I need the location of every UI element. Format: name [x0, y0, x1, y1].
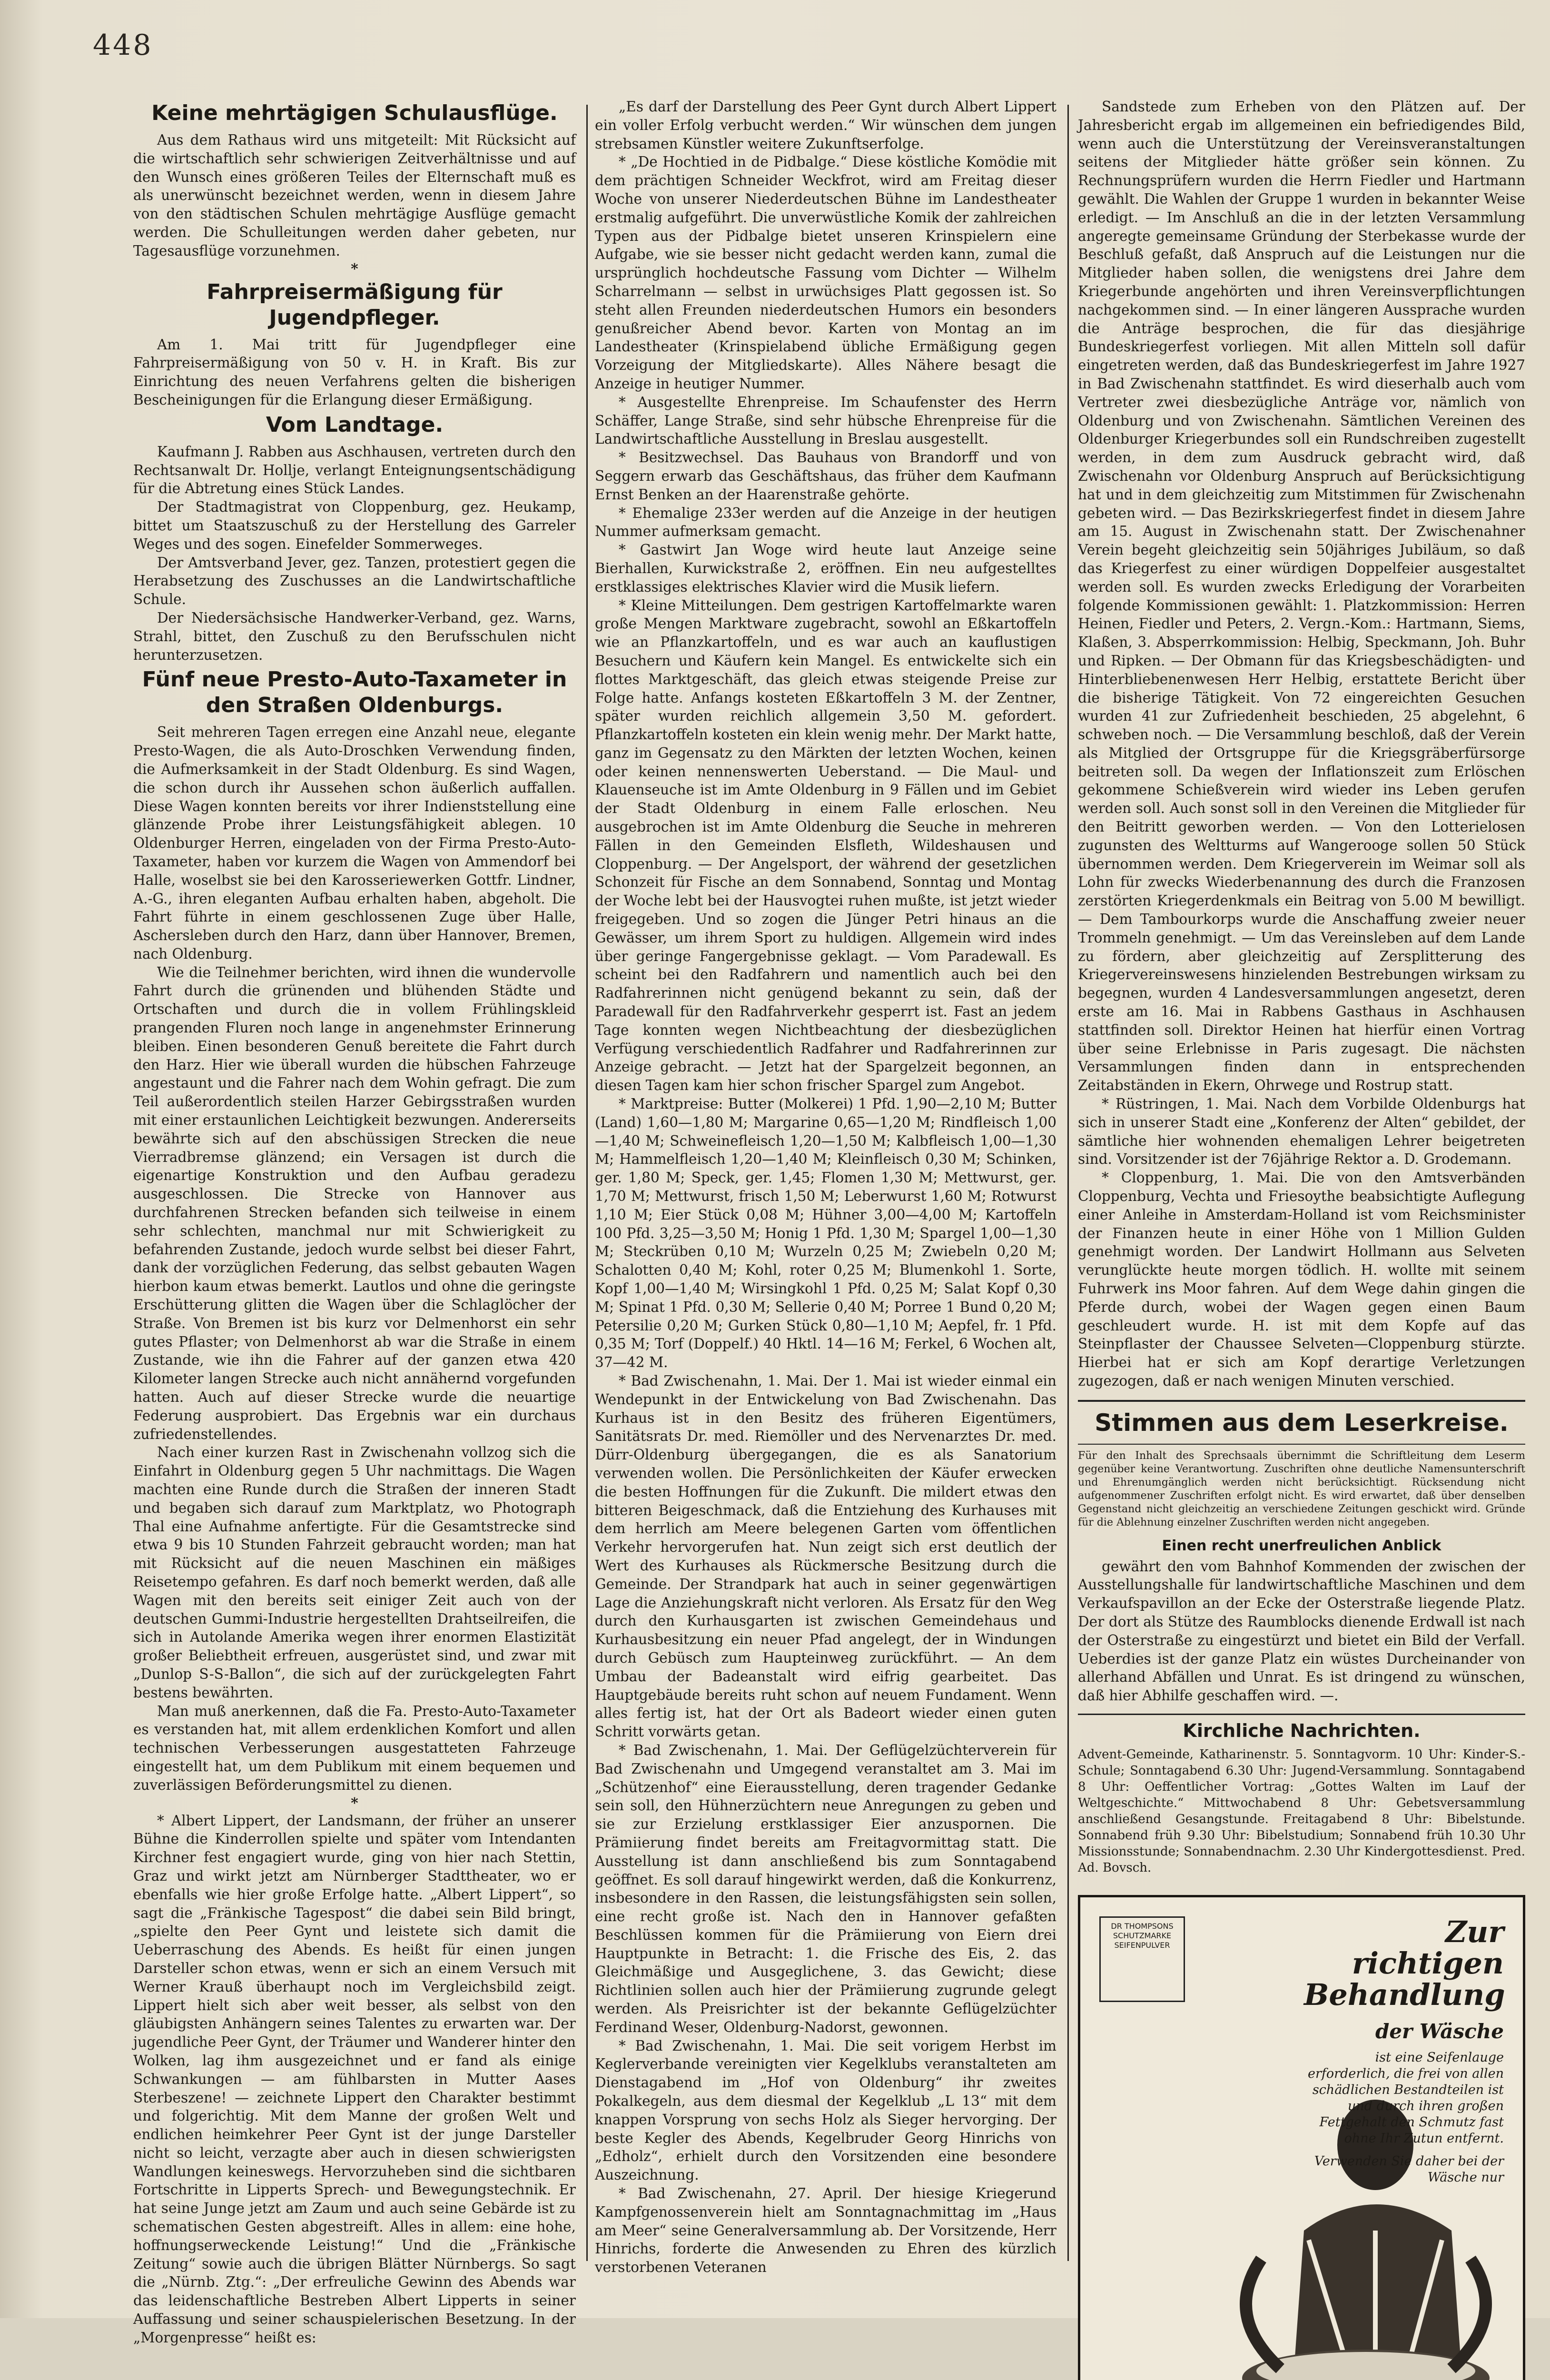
article-paragraph: Am 1. Mai tritt für Jugendpfleger eine Fahrpreisermäßigung von 50 v. H. in Kraft. Bis zur Einrichtung des neuen Verfahrens gelten die bisherigen Bescheinigungen für die Erlangung dieser Ermäßigung.: [133, 336, 576, 408]
article-paragraph: Seit mehreren Tagen erregen eine Anzahl neue, elegante Presto-Wagen, die als Auto-Droschken Verwendung finden, die Aufmerksamkeit in der Stadt Oldenburg. Es sind Wagen, die schon durch ihr Aussehen schon äußerlich auffallen. Diese Wagen konnten bereits vor ihrer Indienststellung eine glänzende Probe ihrer Leistungsfähigkeit ablegen. 10 Oldenburger Herren, eingeladen von der Firma Presto-Auto-Taxameter, haben vor kurzem die Wagen von Ammendorf bei Halle, woselbst sie bei den Karosseriewerken Gottfr. Lindner, A.-G., ihren eleganten Aufbau erhalten haben, abgeholt. Die Fahrt führte in einem geschlossenen Zuge über Halle, Aschersleben durch den Harz, dann über Hannover, Bremen, nach Oldenburg.: [133, 724, 576, 962]
article-paragraph: * Bad Zwischenahn, 1. Mai. Der 1. Mai ist wieder einmal ein Wendepunkt in der Entwickelung von Bad Zwischenahn. Das Kurhaus ist in den Besitz des früheren Eigentümers, Sanitätsrats Dr. med. Riemöller und des Nervenarztes Dr. med. Dürr-Oldenburg übergegangen, die es als Sanatorium verwenden wollen. Die Persönlichkeiten der Käufer erwecken die besten Hoffnungen für die Zukunft. Die mildert etwas den bitteren Beigeschmack, daß die Entziehung des Kurhauses mit dem herrlich am Meere belegenen Garten vom öffentlichen Verkehr hervorgerufen hat. Nun zeigt sich erst deutlich der Wert des Kurhauses als Rückmersche Besitzung durch die Gemeinde. Der Strandpark hat auch in seiner gegenwärtigen Lage die Anziehungskraft nicht verloren. Als Ersatz für den Weg durch den Kurhausgarten ist zwischen Gemeindehaus und Kurhausbesitzung ein neuer Pfad angelegt, der in Windungen durch Gebüsch zum Haupteinweg zurückführt. — An dem Umbau der Badeanstalt wird eifrig gearbeitet. Das Hauptgebäude bereits ruht schon auf neuem Fundament. Wenn alles fertig ist, hat der Ort als Badeort wieder einen guten Schritt vorwärts getan.: [595, 1372, 1056, 1740]
brand-seal-logo: DR THOMPSONS SCHUTZMARKE SEIFENPULVER: [1099, 1916, 1185, 2002]
article-paragraph: Man muß anerkennen, daß die Fa. Presto-Auto-Taxameter es verstanden hat, mit allem erdenklichen Komfort und allen technischen Verbesserungen ausgestatteten Fahrzeuge eingestellt hat, um dem Publikum mit einem bequemen und zuverlässigen Beförderungsmittel zu dienen.: [133, 1703, 576, 1793]
advertisement-seifenpulver: [1078, 1895, 1525, 2380]
column-middle: [595, 98, 1056, 2276]
article-paragraph: * Cloppenburg, 1. Mai. Die von den Amtsverbänden Cloppenburg, Vechta und Friesoythe beabsichtigte Auflegung einer Anleihe in Amsterdam-Holland ist vom Reichsminister der Finanzen heute in einer Höhe von 1 Million Gulden genehmigt worden. Der Landwirt Hollmann aus Selveten verunglückte heute morgen tödlich. H. wollte mit seinem Fuhrwerk ins Moor fahren. Auf dem Wege dahin gingen die Pferde durch, wobei der Wagen gegen einen Baum geschleudert wurde. H. ist mit dem Kopfe auf das Steinpflaster der Chaussee Selveten—Cloppenburg stürzte. Hierbei hat er sich am Kopf derartige Verletzungen zugezogen, daß er nach wenigen Minuten verschied.: [1078, 1170, 1525, 1389]
column-divider: [586, 105, 588, 2261]
letter-subheadline: Einen recht unerfreulichen Anblick: [1162, 1537, 1441, 1554]
article-paragraph: * Rüstringen, 1. Mai. Nach dem Vorbilde Oldenburgs hat sich in unserer Stadt eine „Konferenz der Alten“ gebildet, der sämtliche hier wohnenden ehemaligen Lehrer beigetreten sind. Vorsitzender ist der 76jährige Rektor a. D. Grodemann.: [1078, 1096, 1525, 1168]
column-right: [1078, 98, 1525, 2268]
ad-subheadline: der Wäsche: [1375, 2019, 1504, 2043]
article-paragraph: * „De Hochtied in de Pidbalge.“ Diese köstliche Komödie mit dem prächtigen Schneider Weckfrot, wird am Freitag dieser Woche von unserer Niederdeutschen Bühne im Landestheater erstmalig aufgeführt. Die unverwüstliche Komik der zahlreichen Typen aus der Pidbalge bietet unseren Krinspielern eine Aufgabe, wie sie besser nicht gedacht werden kann, zumal die ursprünglich hochdeutsche Fassung vom Dichter — Wilhelm Scharrelmann — selbst in urwüchsiges Platt gegossen ist. So steht allen Freunden niederdeutschen Humors ein besonders genußreicher Abend bevor. Karten von Montag an im Landestheater (Krinspielabend übliche Ermäßigung gegen Vorzeigung der Mitgliedskarte). Alles Nähere besagt die Anzeige in heutiger Nummer.: [595, 154, 1056, 392]
article-paragraph: „Es darf der Darstellung des Peer Gynt durch Albert Lippert ein voller Erfolg verbucht werden.“ Wir wünschen dem jungen strebsamen Künstler weitere Zukunftserfolge.: [595, 99, 1056, 152]
church-notice: Advent-Gemeinde, Katharinenstr. 5. Sonntagvorm. 10 Uhr: Kinder-S.-Schule; Sonntagabend 6.30 Uhr: Jugend-Versammlung. Sonntagabend 8 Uhr: Oeffentlicher Vortrag: „Gottes Walten im Lauf der Weltgeschichte.“ Mittwochabend 8 Uhr: Gebetsversammlung anschließend Gesangstunde. Freitagabend 8 Uhr: Bibelstunde. Sonnabend früh 9.30 Uhr: Bibelstudium; Sonnabend früh 10.30 Uhr Missionsstunde; Sonnabendnachm. 2.30 Uhr Kindergottesdienst. Pred. Ad. Bovsch.: [1078, 1747, 1525, 1875]
article-paragraph: * Kleine Mitteilungen. Dem gestrigen Kartoffelmarkte waren große Mengen Marktware zugebracht, sowohl an Eßkartoffeln wie an Pflanzkartoffeln, und es war auch an kauflustigen Besuchern und Käufern kein Mangel. Es entwickelte sich ein flottes Marktgeschäft, das gleich etwas steigende Preise zur Folge hatte. Anfangs kosteten Eßkartoffeln 3 M. der Zentner, später wurden reichlich allgemein 3,50 M. gefordert. Pflanzkartoffeln kosteten ein klein wenig mehr. Der Markt hatte, ganz im Gegensatz zu den Märkten der letzten Wochen, keinen oder keinen nennenswerten Ueberstand. — Die Maul- und Klauenseuche ist im Amte Oldenburg in 9 Fällen und im Gebiet der Stadt Oldenburg in einem Falle erloschen. Neu ausgebrochen ist im Amte Oldenburg die Seuche in mehreren Fällen in den Gemeinden Elsfleth, Wildeshausen und Cloppenburg. — Der Angelsport, der während der gesetzlichen Schonzeit für Fische an dem Sonnabend, Sonntag und Montag der Woche lebt bei der Hausvogtei ruhen mußte, ist jetzt wieder freigegeben. Und so zogen die Jünger Petri hinaus an die Gewässer, um ihrem Sport zu huldigen. Allgemein wird indes über geringe Fangergebnisse geklagt. — Vom Paradewall. Es scheint bei den Radfahrern und namentlich auch bei den Radfahrerinnen nicht genügend bekannt zu sein, daß der Paradewall für den Radfahrverkehr gesperrt ist. Fast an jedem Tage konnten wegen Nichtbeachtung der diesbezüglichen Verfügung verschiedentlich Radfahrer und Radfahrerinnen zur Anzeige gebracht. — Jetzt hat der Spargelzeit begonnen, an diesen Tagen kam hier schon frischer Spargel zum Angebot.: [595, 597, 1056, 1094]
article-paragraph: Aus dem Rathaus wird uns mitgeteilt: Mit Rücksicht auf die wirtschaftlich sehr schwierigen Zeitverhältnisse und auf den Wunsch eines größeren Teiles der Elternschaft muß es als unerwünscht bezeichnet werden, wenn in diesem Jahre von den städtischen Schulen mehrtägige Ausflüge gemacht werden. Die Schulleitungen werden daher gebeten, nur Tagesausflüge vorzunehmen.: [133, 132, 576, 259]
article-paragraph: gewährt den vom Bahnhof Kommenden der zwischen der Ausstellungshalle für landwirtschaftliche Maschinen und dem Verkaufspavillon an der Ecke der Osterstraße liegende Platz. Der dort als Stütze des Raumblocks dienende Erdwall ist nach der Osterstraße zu eingestürzt und bietet ein Bild der Verfall. Ueberdies ist der ganze Platz ein wüstes Durcheinander von allerhand Abfällen und Unrat. Es ist dringend zu wünschen, daß hier Abhilfe geschaffen wird. —.: [1078, 1558, 1525, 1704]
article-paragraph: * Besitzwechsel. Das Bauhaus von Brandorff und von Seggern erwarb das Geschäftshaus, das früher dem Kaufmann Ernst Benken an der Haarenstraße gehörte.: [595, 449, 1056, 503]
article-paragraph: * Gastwirt Jan Woge wird heute laut Anzeige seine Bierhallen, Kurwickstraße 2, eröffnen. Ein neu aufgestelltes erstklassiges elektrisches Klavier wird die Musik liefern.: [595, 542, 1056, 595]
article-paragraph: Der Stadtmagistrat von Cloppenburg, gez. Heukamp, bittet um Staatszuschuß zu der Herstellung des Garreler Weges und des sogen. Einefelder Sommerweges.: [133, 499, 576, 552]
column-left: [133, 98, 576, 2346]
article-paragraph: * Bad Zwischenahn, 27. April. Der hiesige Kriegerund Kampfgenossenverein hielt am Sonntagnachmittag im „Haus am Meer“ seine Generalversammlung ab. Der Vorsitzende, Herr Hinrichs, forderte die Anwesenden zu Ehren des kürzlich verstorbenen Veteranen: [595, 2185, 1056, 2276]
article-paragraph: Nach einer kurzen Rast in Zwischenahn vollzog sich die Einfahrt in Oldenburg gegen 5 Uhr nachmittags. Die Wagen machten eine Runde durch die Straßen der inneren Stadt und begaben sich darauf zum Marktplatz, wo Photograph Thal eine Aufnahme anfertigte. Für die Gesamtstrecke sind etwa 9 bis 10 Stunden Fahrzeit gebraucht worden; man hat mit Rücksicht auf die neuen Maschinen ein mäßiges Reisetempo gefahren. Es darf noch bemerkt werden, daß alle Wagen mit den bereits seit einiger Zeit auch von der deutschen Gummi-Industrie hergestellten Drahtseilreifen, die sich in Autolande Amerika wegen ihrer enormen Elastizität großer Beliebtheit erfreuen, ausgerüstet sind, und zwar mit „Dunlop S-S-Ballon“, die sich auf der zurückgelegten Fahrt bestens bewährten.: [133, 1444, 576, 1701]
article-paragraph: Kaufmann J. Rabben aus Aschhausen, vertreten durch den Rechtsanwalt Dr. Hollje, verlangt Enteignungsentschädigung für die Abtretung eines Stück Landes.: [133, 443, 576, 497]
column-divider: [1067, 105, 1069, 2261]
headline-fahrpreis: Fahrpreisermäßigung für Jugendpfleger.: [207, 279, 503, 330]
article-paragraph: * Bad Zwischenahn, 1. Mai. Die seit vorigem Herbst im Keglerverbande vereinigten vier Kegelklubs veranstalteten am Dienstagabend im „Hof von Oldenburg“ ihr zweites Pokalkegeln, aus dem diesmal der Kegelklub „L 13“ mit dem knappen Vorsprung von sechs Holz als Sieger hervorging. Der beste Kegler des Abends, Kegelbruder Georg Hinrichs von „Edholz“, erhielt durch den Vorsitzenden eine besondere Auszeichnung.: [595, 2037, 1056, 2183]
article-paragraph: Sandstede zum Erheben von den Plätzen auf. Der Jahresbericht ergab im allgemeinen ein befriedigendes Bild, wenn auch die Unterstützung der Vereinsveranstaltungen seitens der Mitglieder hätte größer sein können. Zu Rechnungsprüfern wurden die Herrn Fiedler und Hartmann gewählt. Die Wahlen der Gruppe 1 wurden in bekannter Weise erledigt. — Im Anschluß an die in der letzten Versammlung angeregte gemeinsame Gründung der Sterbekasse wurde der Beschluß gefaßt, daß Anspruch auf die Leistungen nur die Mitglieder haben sollen, die wenigstens drei Jahre dem Kriegerbunde angehörten und ihren Vereinsverpflichtungen nachgekommen sind. — In einer längeren Aussprache wurden die Anträge besprochen, die für das diesjährige Bundeskriegerfest vorliegen. Mit allen Mitteln soll dafür eingetreten werden, daß das Bundeskriegerfest im Jahre 1927 in Bad Zwischenahn stattfindet. Es wird dieserhalb auch vom Vertreter zwei diesbezügliche Anträge vor, nämlich von Oldenburg und von Zwischenahn. Sämtlichen Vereinen des Oldenburger Kriegerbundes soll ein Rundschreiben zugestellt werden, in dem zum Ausdruck gebracht wird, daß Zwischenahn vor Oldenburg Anspruch auf Berücksichtigung hat und in dem gleichzeitig zum Mitstimmen für Zwischenahn gebeten wird. — Das Bezirkskriegerfest findet in diesem Jahre am 15. August in Zwischenahn statt. Der Zwischenahner Verein begeht gleichzeitig sein 50jähriges Jubiläum, so daß das Kriegerfest zu einer würdigen Doppelfeier ausgestaltet werden soll. Es wurden zwecks Erledigung der Vorarbeiten folgende Kommissionen gewählt: 1. Platzkommission: Herren Heinen, Fiedler und Peters, 2. Vergn.-Kom.: Hartmann, Siems, Klaßen, 3. Absperrkommission: Helbig, Speckmann, Joh. Buhr und Ripken. — Der Obmann für das Kriegsbeschädigten- und Hinterbliebenenwesen Herr Helbig, erstattete Bericht über die bisherige Tätigkeit. Von 72 eingereichten Gesuchen wurden 41 zur Zufriedenheit beschieden, 25 abgelehnt, 6 schweben noch. — Die Versammlung beschloß, daß der Verein als Mitglied der Ortsgruppe für die Kriegsgräberfürsorge beitreten soll. Da wegen der Inflationszeit zum Erlöschen gekommene Schießverein wird wieder ins Leben gerufen werden soll. Auch sonst soll in den Vereinen die Mitglieder für den Beitritt geworben werden. — Von den Lotterielosen zugunsten des Weltturms auf Wangerooge sollen 50 Stück übernommen werden. Dem Kriegerverein im Weimar soll als Lohn für zwecks Wiederbenannung des durch die Franzosen zerstörten Kriegerdenkmals ein Beitrag von 5.00 M bewilligt. — Dem Tambourkorps wurde die Anschaffung zweier neuer Trommeln genehmigt. — Um das Vereinsleben auf dem Lande zu fördern, aber gleichzeitig auf Zersplitterung des Kriegervereinswesens hinzielenden Bestrebungen wirksam zu begegnen, wurden 4 Landesversammlungen angesetzt, deren erste am 16. Mai in Rabbens Gasthaus in Aschhausen stattfinden soll. Direktor Heinen hat hierfür einen Vortrag über seine Erlebnisse in Paris zugesagt. Die nächsten Versammlungen finden dann in entsprechenden Zeitabständen in Ekern, Ohrwege und Rostrup statt.: [1078, 99, 1525, 1094]
headline-leserkreise: Stimmen aus dem Leserkreise.: [1078, 1400, 1525, 1445]
headline-presto: Fünf neue Presto-Auto-Taxameter in den Straßen Oldenburgs.: [142, 667, 567, 718]
ad-body: Verwenden Sie daher bei der Wäsche nur: [1314, 2153, 1504, 2185]
article-paragraph: Der Niedersächsische Handwerker-Verband, gez. Warns, Strahl, bittet, den Zuschuß zu den Berufsschulen nicht herunterzusetzen.: [133, 609, 576, 663]
article-paragraph: * Albert Lippert, der Landsmann, der früher an unserer Bühne die Kinderrollen spielte und später vom Intendanten Kirchner fest engagiert wurde, ging von hier nach Stettin, Graz und wirkt jetzt am Nürnberger Stadttheater, wo er ebenfalls wie hier große Erfolge hatte. „Albert Lippert“, so sagt die „Fränkische Tagespost“ die dabei sein Bild bringt, „spielte den Peer Gynt und leistete sich damit die Ueberraschung des Abends. Es heißt für einen jungen Darsteller schon etwas, wenn er sich an einem Versuch mit Werner Krauß überhaupt noch im Vergleichsbild zeigt. Lippert hielt sich aber weit besser, als selbst von den gläubigsten Anhängern seines Talentes zu erwarten war. Der jugendliche Peer Gynt, der Träumer und Wanderer hinter den Wolken, lag ihm ausgezeichnet und er fand als einige Schwankungen — am fühlbarsten in Mutter Aases Sterbeszene! — zeichnete Lippert den Charakter bestimmt und folgerichtig. Mit dem Manne der großen Welt und endlichen heimkehrer Peer Gynt ist der junge Darsteller nicht so leicht, verzagte aber auch in diesen schwierigsten Wandlungen keineswegs. Hervorzuheben sind die sichtbaren Fortschritte in Lipperts Sprech- und Bewegungstechnik. Er hat seine Junge jetzt am Zaum und auch seine Gebärde ist zu schematischen Gesten abgestreift. Alles in allem: eine hohe, hoffnungserweckende Leistung!“ Und die „Fränkische Zeitung“ sowie auch die übrigen Blätter Nürnbergs. So sagt die „Nürnb. Ztg.“: „Der erfreuliche Gewinn des Abends war das leidenschaftliche Bestreben Albert Lipperts in seiner Auffassung und seiner schauspielerischen Besetzung. In der „Morgenpresse“ heißt es:: [133, 1812, 576, 2346]
headline-schulausfluege: Keine mehrtägigen Schulausflüge.: [151, 101, 558, 125]
ad-headline: Behandlung: [1304, 1977, 1505, 2012]
article-paragraph: * Ehemalige 233er werden auf die Anzeige in der heutigen Nummer aufmerksam gemacht.: [595, 505, 1056, 540]
separator-star: *: [351, 1795, 358, 1812]
disclaimer-text: Für den Inhalt des Sprechsaals übernimmt die Schriftleitung dem Leserm gegenüber keine Verantwortung. Zuschriften ohne deutliche Namensunterschrift und Ehrenumgänglich werden nicht berücksichtigt. Rücksendung nicht aufgenommener Zuschriften erfolgt nicht. Es wird erwartet, daß über denselben Gegenstand nicht gleichzeitig an verschiedene Zeitungen geschickt wird. Gründe für die Ablehnung einzelner Zuschriften werden nicht angegeben.: [1078, 1449, 1525, 1528]
article-paragraph: Wie die Teilnehmer berichten, wird ihnen die wundervolle Fahrt durch die grünenden und blühenden Städte und Ortschaften und durch die in vollem Frühlingskleid prangenden Fluren noch lange in angenehmster Erinnerung bleiben. Einen besonderen Genuß bereitete die Fahrt durch den Harz. Hier wie überall wurden die hübschen Fahrzeuge angestaunt und die Fahrer nach dem Wohin gefragt. Die zum Teil außerordentlich steilen Harzer Gebirgsstraßen wurden mit einer erstaunlichen Leichtigkeit bezwungen. Andererseits bewährte sich auf den abschüssigen Strecken die neue Vierradbremse glänzend; ein Versagen ist durch die eigenartige Konstruktion und den Aufbau geradezu ausgeschlossen. Die Strecke von Hannover aus durchfahrenen Strecken befanden sich teilweise in einem sehr schlechten, manchmal nur mit Schwierigkeit zu befahrenden Zustande, jedoch wurde selbst bei dieser Fahrt, dank der vorzüglichen Federung, das selbst gebauten Wagen hierbon kaum etwas bemerkt. Lautlos und ohne die geringste Erschütterung glitten die Wagen über die Schlaglöcher der Straße. Von Bremen ist bis kurz vor Delmenhorst ein sehr gutes Pflaster; von Delmenhorst ab war die Straße in einem Zustande, wie ihn die Fahrer auf der ganzen etwa 420 Kilometer langen Strecke auch nicht annähernd vorgefunden hatten. Auch auf dieser Strecke wurde die neuartige Federung ausprobiert. Das Ergebnis war ein durchaus zufriedenstellendes.: [133, 964, 576, 1442]
article-paragraph: * Bad Zwischenahn, 1. Mai. Der Geflügelzüchterverein für Bad Zwischenahn und Umgegend veranstaltet am 3. Mai im „Schützenhof“ eine Eierausstellung, deren tragender Gedanke sein soll, den Hühnerzüchtern neue Anregungen zu geben und sie zur Erzielung erstklassiger Eier anzuspornen. Die Prämiierung findet bereits am Freitagvormittag statt. Die Ausstellung ist dann anschließend bis zum Sonntagabend geöffnet. Es soll darauf hingewirkt werden, daß die Konkurrenz, insbesondere in den Rassen, die leistungsfähigsten sein sollen, eine recht große ist. Nach den in Hannover gefaßten Beschlüssen kommen für die Prämiierung von Eiern drei Hauptpunkte in Betracht: 1. die Frische des Eis, 2. das Gleichmäßige und Ausgeglichene, 3. das Gewicht; diese Richtlinien sollen auch hier der Prämiierung zugrunde gelegt werden. Als Preisrichter ist der bekannte Geflügelzüchter Ferdinand Weser, Oldenburg-Nadorst, gewonnen.: [595, 1742, 1056, 2035]
article-paragraph: * Marktpreise: Butter (Molkerei) 1 Pfd. 1,90—2,10 M; Butter (Land) 1,60—1,80 M; Margarine 0,65—1,20 M; Rindfleisch 1,00—1,40 M; Schweinefleisch 1,20—1,50 M; Kalbfleisch 1,00—1,30 M; Hammelfleisch 1,20—1,40 M; Kleinfleisch 0,30 M; Schinken, ger. 1,80 M; Speck, ger. 1,45; Flomen 1,30 M; Mettwurst, ger. 1,70 M; Mettwurst, frisch 1,50 M; Leberwurst 1,60 M; Rotwurst 1,10 M; Eier Stück 0,08 M; Hühner 3,00—4,00 M; Kartoffeln 100 Pfd. 3,25—3,50 M; Honig 1 Pfd. 1,30 M; Spargel 1,00—1,30 M; Steckrüben 0,10 M; Wurzeln 0,25 M; Zwiebeln 0,20 M; Schalotten 0,40 M; Kohl, roter 0,25 M; Blumenkohl 1. Sorte, Kopf 1,00—1,40 M; Wirsingkohl 1 Pfd. 0,25 M; Salat Kopf 0,30 M; Spinat 1 Pfd. 0,30 M; Sellerie 0,40 M; Porree 1 Bund 0,20 M; Petersilie 0,20 M; Gurken Stück 0,80—1,10 M; Aepfel, fr. 1 Pfd. 0,35 M; Torf (Doppelf.) 40 Hktl. 14—16 M; Ferkel, 6 Wochen alt, 37—42 M.: [595, 1096, 1056, 1371]
page-number: 448: [93, 29, 153, 62]
separator-star: *: [351, 260, 358, 278]
headline-kirchliche: Kirchliche Nachrichten.: [1078, 1714, 1525, 1742]
article-paragraph: * Ausgestellte Ehrenpreise. Im Schaufenster des Herrn Schäffer, Lange Straße, sind sehr hübsche Ehrenpreise für die Landwirtschaftliche Ausstellung in Breslau ausgestellt.: [595, 394, 1056, 447]
ad-body: ist eine Seifenlauge erforderlich, die frei von allen schädlichen Bestandteilen ist und durch ihren großen Fettgehalt den Schmutz fast ohne Ihr Zutun entfernt.: [1308, 2050, 1504, 2146]
ad-headline: Zur richtigen: [1352, 1914, 1504, 1981]
ad-copy: [1304, 1916, 1504, 2186]
headline-landtage: Vom Landtage.: [266, 412, 444, 437]
article-paragraph: Der Amtsverband Jever, gez. Tanzen, protestiert gegen die Herabsetzung des Zuschusses an die Landwirtschaftliche Schule.: [133, 554, 576, 608]
